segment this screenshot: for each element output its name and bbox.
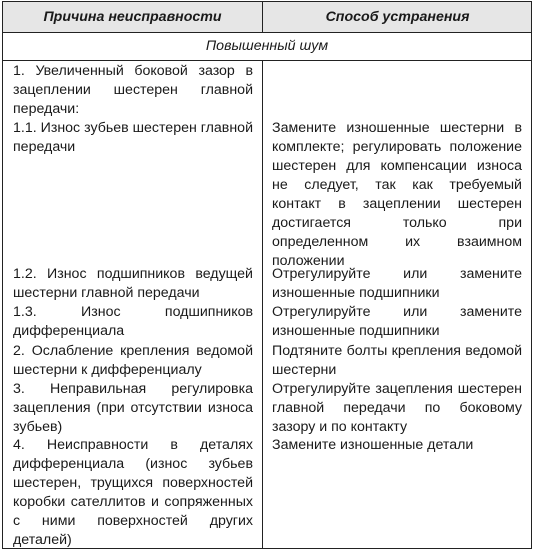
section-title: Повышенный шум [3,33,531,61]
header-cause: Причина неисправности [43,9,222,25]
cause-cell: 1.1. Износ зубьев шестерен главной передачи [13,120,253,155]
column-divider [262,60,263,548]
column-divider [262,2,263,32]
cause-cell: 1.2. Износ подшипников ведущей шестерни главной передачи [13,266,253,301]
remedy-cell: Отрегулируйте зацепления шестерен главной передачи по боковому зазору и по контакту [272,381,522,435]
table-header [3,2,531,33]
cause-cell: 1. Увеличенный боковой зазор в зацеплении шестерен главной передачи: [13,63,253,117]
cause-cell: 2. Ослабление крепления ведомой шестерни к дифференциалу [13,343,253,378]
troubleshooting-table [2,1,532,549]
cause-cell: 1.3. Износ подшипников дифференциала [13,304,253,339]
cause-cell: 3. Неправильная регулировка зацепления (при отсутствии износа зубьев) [13,381,253,435]
cause-cell: 4. Неисправности в деталях дифференциала (износ зубьев шестерен, трущихся поверхностей коробки сателлитов и сопряженных с ними поверхностей других деталей) [13,437,253,548]
remedy-cell: Отрегулируйте или замените изношенные подшипники [272,266,522,301]
header-remedy: Способ устранения [325,9,470,25]
remedy-cell: Отрегулируйте или замените изношенные подшипники [272,304,522,339]
remedy-cell: Замените изношенные шестерни в комплекте; регулировать положение шестерен для компенсации износа не следует, так как требуемый контакт в зацеплении шестерен достигается только при определенном их взаимном положении [272,120,522,269]
remedy-cell: Подтяните болты крепления ведомой шестерни [272,343,522,378]
remedy-cell: Замените изношенные детали [272,437,474,453]
